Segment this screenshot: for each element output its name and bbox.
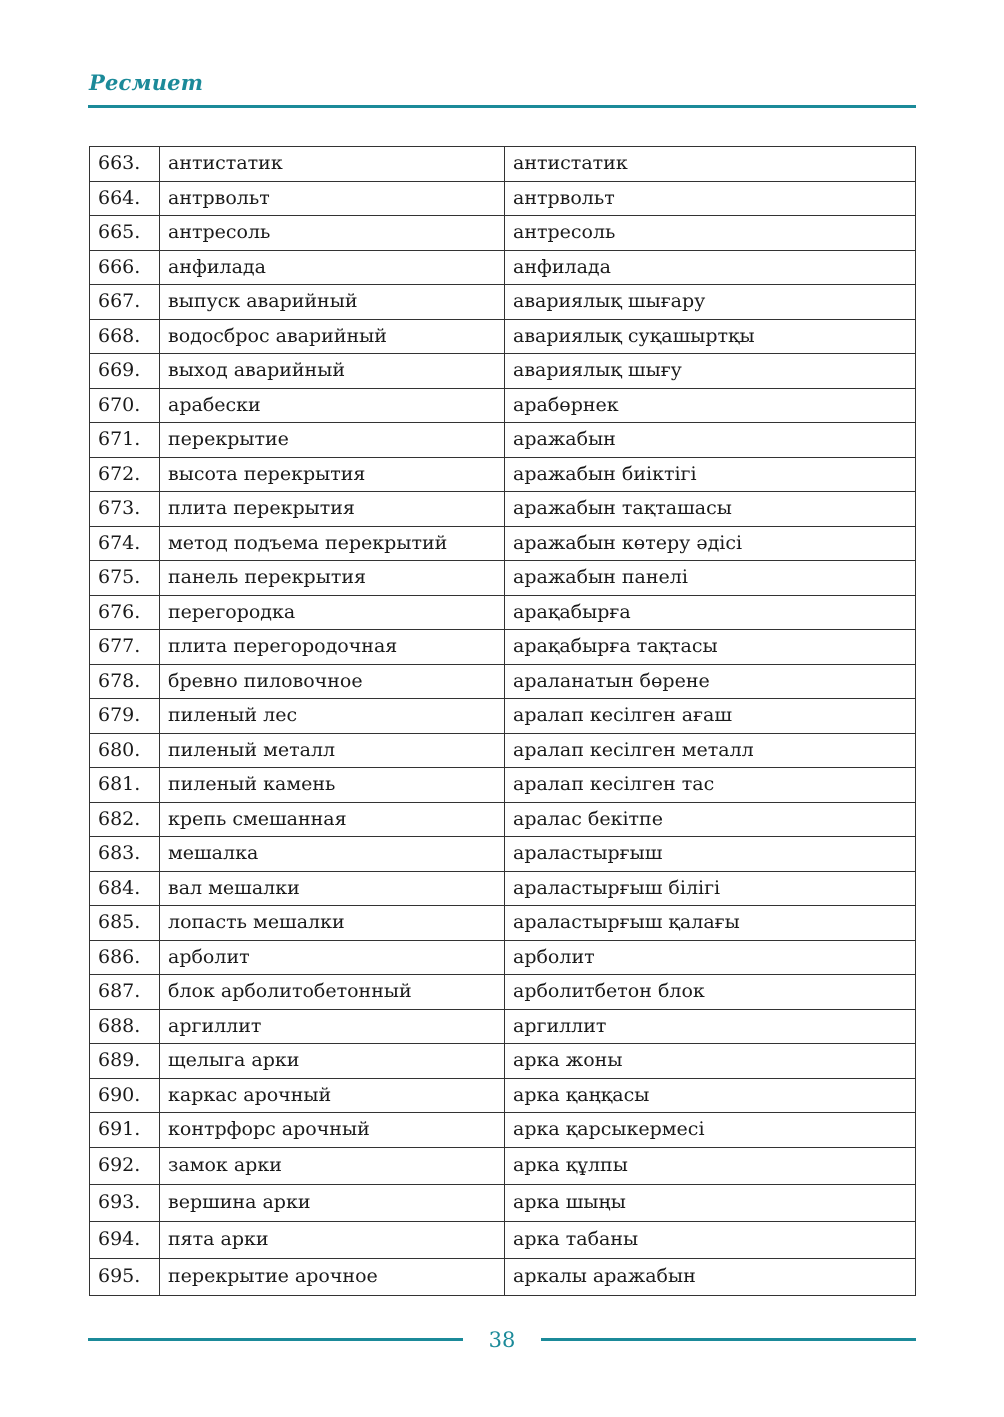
- table-row: [90, 1221, 916, 1258]
- term-kazakh-cell: авариялық шығу: [505, 354, 916, 389]
- term-number-cell: 664.: [90, 181, 160, 216]
- term-russian-cell: пиленый камень: [160, 768, 505, 803]
- term-kazakh-cell: аркалы аражабын: [505, 1258, 916, 1295]
- term-number-cell: 684.: [90, 871, 160, 906]
- term-kazakh-cell: араластырғыш білігі: [505, 871, 916, 906]
- term-kazakh-cell: араластырғыш қалағы: [505, 906, 916, 941]
- term-kazakh-cell: авариялық суқашыртқы: [505, 319, 916, 354]
- table-row: [90, 285, 916, 320]
- page-number: 38: [488, 1328, 516, 1352]
- term-number-cell: 670.: [90, 388, 160, 423]
- term-number-cell: 663.: [90, 147, 160, 182]
- term-russian-cell: бревно пиловочное: [160, 664, 505, 699]
- term-number-cell: 669.: [90, 354, 160, 389]
- term-kazakh-cell: аралап кесілген металл: [505, 733, 916, 768]
- table-row: [90, 1258, 916, 1295]
- term-russian-cell: перекрытие: [160, 423, 505, 458]
- term-number-cell: 680.: [90, 733, 160, 768]
- term-kazakh-cell: антрвольт: [505, 181, 916, 216]
- term-kazakh-cell: аралап кесілген ағаш: [505, 699, 916, 734]
- term-number-cell: 674.: [90, 526, 160, 561]
- term-russian-cell: щелыга арки: [160, 1044, 505, 1079]
- term-number-cell: 686.: [90, 940, 160, 975]
- term-number-cell: 679.: [90, 699, 160, 734]
- table-row: [90, 699, 916, 734]
- table-row: [90, 457, 916, 492]
- term-kazakh-cell: арболитбетон блок: [505, 975, 916, 1010]
- footer-divider-right: [541, 1338, 916, 1341]
- table-row: [90, 354, 916, 389]
- term-number-cell: 692.: [90, 1147, 160, 1184]
- term-russian-cell: водосброс аварийный: [160, 319, 505, 354]
- table-row: [90, 906, 916, 941]
- term-russian-cell: перегородка: [160, 595, 505, 630]
- table-row: [90, 871, 916, 906]
- term-kazakh-cell: антресоль: [505, 216, 916, 251]
- term-number-cell: 687.: [90, 975, 160, 1010]
- table-row: [90, 250, 916, 285]
- term-number-cell: 666.: [90, 250, 160, 285]
- table-row: [90, 837, 916, 872]
- term-russian-cell: контрфорс арочный: [160, 1113, 505, 1148]
- term-number-cell: 685.: [90, 906, 160, 941]
- term-russian-cell: антрвольт: [160, 181, 505, 216]
- page-header-title: Ресмиет: [89, 70, 204, 95]
- term-russian-cell: метод подъема перекрытий: [160, 526, 505, 561]
- term-kazakh-cell: аралап кесілген тас: [505, 768, 916, 803]
- footer-divider-left: [88, 1338, 463, 1341]
- table-row: [90, 181, 916, 216]
- term-number-cell: 668.: [90, 319, 160, 354]
- term-number-cell: 677.: [90, 630, 160, 665]
- term-russian-cell: антистатик: [160, 147, 505, 182]
- terms-table: [89, 146, 916, 1296]
- term-kazakh-cell: арақабырға: [505, 595, 916, 630]
- term-kazakh-cell: арка шыңы: [505, 1184, 916, 1221]
- term-russian-cell: выпуск аварийный: [160, 285, 505, 320]
- table-row: [90, 561, 916, 596]
- term-kazakh-cell: аражабын панелі: [505, 561, 916, 596]
- term-russian-cell: выход аварийный: [160, 354, 505, 389]
- term-russian-cell: мешалка: [160, 837, 505, 872]
- term-russian-cell: пиленый лес: [160, 699, 505, 734]
- term-kazakh-cell: арка қарсыкермесі: [505, 1113, 916, 1148]
- term-kazakh-cell: арка табаны: [505, 1221, 916, 1258]
- table-row: [90, 768, 916, 803]
- term-russian-cell: арабески: [160, 388, 505, 423]
- term-kazakh-cell: арабөрнек: [505, 388, 916, 423]
- term-russian-cell: анфилада: [160, 250, 505, 285]
- table-row: [90, 802, 916, 837]
- term-kazakh-cell: араластырғыш: [505, 837, 916, 872]
- term-russian-cell: плита перегородочная: [160, 630, 505, 665]
- term-number-cell: 671.: [90, 423, 160, 458]
- term-number-cell: 693.: [90, 1184, 160, 1221]
- term-russian-cell: лопасть мешалки: [160, 906, 505, 941]
- term-russian-cell: антресоль: [160, 216, 505, 251]
- table-row: [90, 388, 916, 423]
- term-kazakh-cell: араланатын бөрене: [505, 664, 916, 699]
- table-row: [90, 975, 916, 1010]
- term-russian-cell: крепь смешанная: [160, 802, 505, 837]
- term-number-cell: 672.: [90, 457, 160, 492]
- table-row: [90, 595, 916, 630]
- term-number-cell: 676.: [90, 595, 160, 630]
- term-number-cell: 694.: [90, 1221, 160, 1258]
- term-kazakh-cell: арболит: [505, 940, 916, 975]
- term-number-cell: 675.: [90, 561, 160, 596]
- term-number-cell: 695.: [90, 1258, 160, 1295]
- table-row: [90, 1044, 916, 1079]
- term-number-cell: 682.: [90, 802, 160, 837]
- table-row: [90, 1147, 916, 1184]
- table-row: [90, 1113, 916, 1148]
- header-divider: [88, 105, 916, 108]
- term-number-cell: 665.: [90, 216, 160, 251]
- table-row: [90, 1184, 916, 1221]
- term-number-cell: 681.: [90, 768, 160, 803]
- table-row: [90, 147, 916, 182]
- term-russian-cell: панель перекрытия: [160, 561, 505, 596]
- term-kazakh-cell: аражабын тақташасы: [505, 492, 916, 527]
- term-kazakh-cell: анфилада: [505, 250, 916, 285]
- term-russian-cell: высота перекрытия: [160, 457, 505, 492]
- term-kazakh-cell: арка құлпы: [505, 1147, 916, 1184]
- term-kazakh-cell: аргиллит: [505, 1009, 916, 1044]
- term-kazakh-cell: арка қаңқасы: [505, 1078, 916, 1113]
- term-russian-cell: арболит: [160, 940, 505, 975]
- term-number-cell: 667.: [90, 285, 160, 320]
- term-russian-cell: перекрытие арочное: [160, 1258, 505, 1295]
- term-russian-cell: вершина арки: [160, 1184, 505, 1221]
- term-kazakh-cell: аралас бекітпе: [505, 802, 916, 837]
- table-row: [90, 1078, 916, 1113]
- term-kazakh-cell: антистатик: [505, 147, 916, 182]
- term-russian-cell: каркас арочный: [160, 1078, 505, 1113]
- term-number-cell: 678.: [90, 664, 160, 699]
- term-russian-cell: пиленый металл: [160, 733, 505, 768]
- term-kazakh-cell: аражабын көтеру әдісі: [505, 526, 916, 561]
- table-row: [90, 940, 916, 975]
- table-row: [90, 630, 916, 665]
- term-number-cell: 673.: [90, 492, 160, 527]
- term-russian-cell: блок арболитобетонный: [160, 975, 505, 1010]
- term-russian-cell: пята арки: [160, 1221, 505, 1258]
- term-number-cell: 683.: [90, 837, 160, 872]
- table-row: [90, 733, 916, 768]
- term-kazakh-cell: аражабын биіктігі: [505, 457, 916, 492]
- term-kazakh-cell: авариялық шығару: [505, 285, 916, 320]
- table-row: [90, 216, 916, 251]
- table-row: [90, 492, 916, 527]
- term-kazakh-cell: арка жоны: [505, 1044, 916, 1079]
- terms-table-body: [90, 147, 916, 1296]
- term-number-cell: 689.: [90, 1044, 160, 1079]
- table-row: [90, 1009, 916, 1044]
- table-row: [90, 319, 916, 354]
- term-number-cell: 688.: [90, 1009, 160, 1044]
- term-kazakh-cell: арақабырға тақтасы: [505, 630, 916, 665]
- table-row: [90, 423, 916, 458]
- term-russian-cell: вал мешалки: [160, 871, 505, 906]
- term-number-cell: 691.: [90, 1113, 160, 1148]
- term-russian-cell: плита перекрытия: [160, 492, 505, 527]
- term-kazakh-cell: аражабын: [505, 423, 916, 458]
- term-russian-cell: замок арки: [160, 1147, 505, 1184]
- table-row: [90, 664, 916, 699]
- table-row: [90, 526, 916, 561]
- term-russian-cell: аргиллит: [160, 1009, 505, 1044]
- term-number-cell: 690.: [90, 1078, 160, 1113]
